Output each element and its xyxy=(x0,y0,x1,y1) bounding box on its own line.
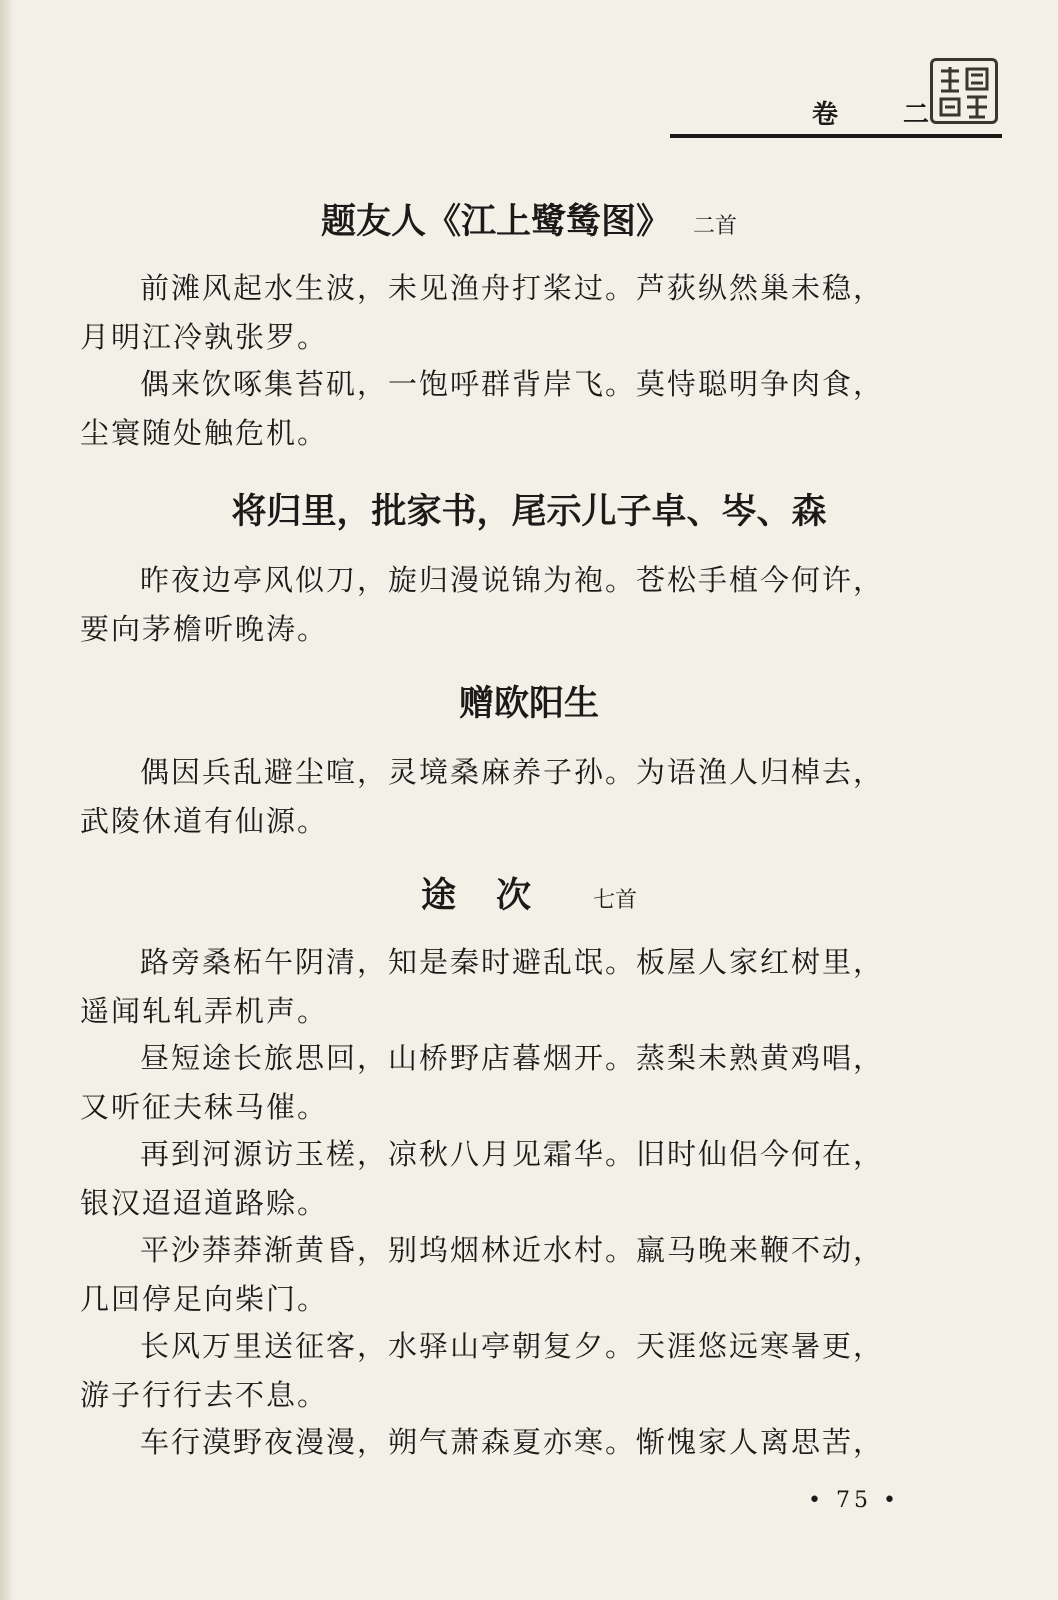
poem-paragraph: 再到河源访玉槎，凉秋八月见霜华。旧时仙侣今何在，银汉迢迢道路赊。 xyxy=(80,1137,885,1220)
poem-count-note: 二首 xyxy=(693,214,738,239)
poem-title-text: 题友人《江上鹭鸶图》 xyxy=(320,202,671,242)
poem-title-text: 途次 xyxy=(420,876,571,916)
poem-title xyxy=(0,868,1058,918)
poem-title xyxy=(0,484,1058,534)
header-rule xyxy=(670,134,1002,138)
poem-paragraph: 长风万里送征客，水驿山亭朝复夕。天涯悠远寒暑更，游子行行去不息。 xyxy=(80,1329,885,1412)
poem-count-note: 七首 xyxy=(593,888,638,913)
poem-title xyxy=(0,676,1058,726)
poem-paragraph: 昼短途长旅思回，山桥野店暮烟开。蒸梨未熟黄鸡唱，又听征夫秣马催。 xyxy=(80,1041,885,1124)
volume-label: 卷 二 xyxy=(812,100,958,130)
poem-paragraph: 偶来饮啄集苔矶，一饱呼群背岸飞。莫恃聪明争肉食，尘寰随处触危机。 xyxy=(80,367,885,450)
poem-paragraph: 路旁桑柘午阴清，知是秦时避乱氓。板屋人家红树里，遥闻轧轧弄机声。 xyxy=(80,945,885,1028)
poem-paragraph: 车行漠野夜漫漫，朔气萧森夏亦寒。惭愧家人离思苦， xyxy=(140,1425,885,1459)
poem-title-text: 赠欧阳生 xyxy=(458,684,599,724)
poem-title xyxy=(0,194,1058,244)
poem-paragraph: 昨夜边亭风似刀，旋归漫说锦为袍。苍松手植今何许，要向茅檐听晚涛。 xyxy=(80,563,885,646)
poem-paragraph: 前滩风起水生波，未见渔舟打桨过。芦荻纵然巢未稳，月明江冷孰张罗。 xyxy=(80,271,885,354)
poem-title-text: 将归里，批家书，尾示儿子卓、岑、森 xyxy=(231,492,827,532)
poem-paragraph: 偶因兵乱避尘喧，灵境桑麻养子孙。为语渔人归棹去，武陵休道有仙源。 xyxy=(80,755,885,838)
page-number: • 75 • xyxy=(808,1488,900,1513)
poem-paragraph: 平沙莽莽渐黄昏，别坞烟林近水村。羸马晚来鞭不动，几回停足向柴门。 xyxy=(80,1233,885,1316)
